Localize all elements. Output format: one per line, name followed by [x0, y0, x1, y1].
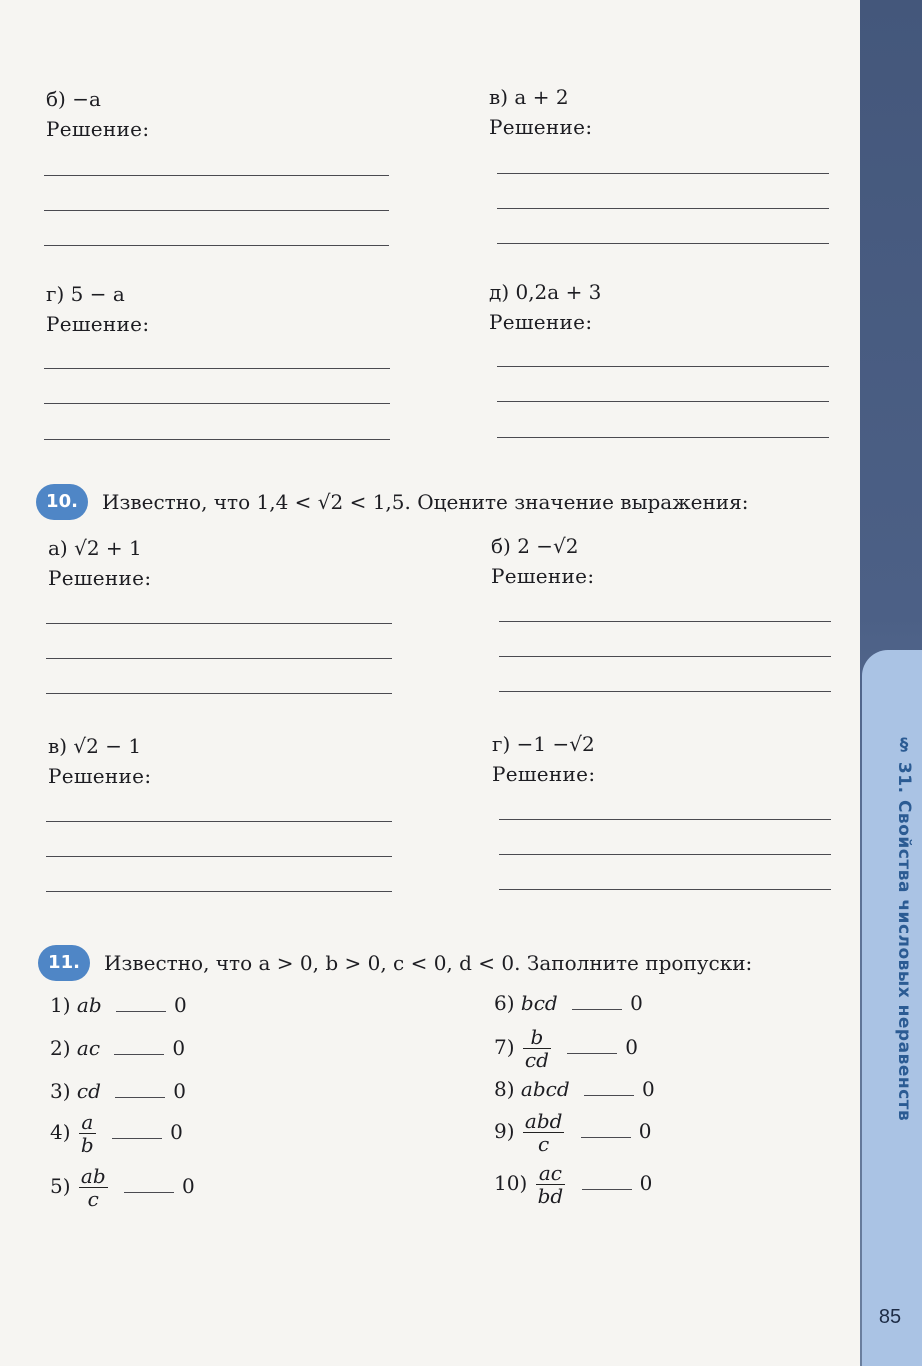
solution-label: Решение:	[492, 762, 596, 786]
answer-line[interactable]	[44, 439, 390, 440]
fill-blank[interactable]	[112, 1124, 162, 1139]
item-prefix: 8)	[494, 1077, 515, 1101]
item-label: д) 0,2a + 3	[489, 280, 602, 304]
task10-item-b	[491, 531, 594, 591]
answer-line[interactable]	[497, 173, 829, 174]
answer-line[interactable]	[499, 819, 831, 820]
denominator: c	[87, 1187, 99, 1211]
fill-item-9	[494, 1110, 652, 1155]
fill-item-6	[494, 991, 643, 1015]
zero: 0	[639, 1171, 653, 1195]
item-g-5-minus-a	[46, 279, 149, 339]
solution-label: Решение:	[489, 310, 593, 334]
task-10-text: Известно, что 1,4 < √2 < 1,5. Оцените значение выражения:	[102, 490, 749, 514]
zero: 0	[181, 1174, 195, 1198]
item-label: в) √2 − 1	[48, 734, 142, 758]
answer-line[interactable]	[44, 403, 390, 404]
fill-item-8	[494, 1077, 655, 1101]
item-label: г) −1 −√2	[492, 732, 595, 756]
item-prefix: 2)	[50, 1036, 71, 1060]
item-expr: abcd	[520, 1077, 570, 1101]
fill-item-1	[50, 993, 187, 1017]
item-label: а) √2 + 1	[48, 536, 142, 560]
fill-blank[interactable]	[582, 1175, 632, 1190]
answer-line[interactable]	[499, 854, 831, 855]
fraction	[79, 1111, 96, 1156]
fill-item-10	[494, 1162, 652, 1207]
answer-line[interactable]	[46, 623, 392, 624]
numerator: b	[523, 1026, 551, 1049]
item-prefix: 6)	[494, 991, 515, 1015]
answer-line[interactable]	[46, 693, 392, 694]
zero: 0	[625, 1035, 638, 1059]
denominator: bd	[537, 1184, 564, 1208]
answer-line[interactable]	[46, 891, 392, 892]
numerator: abd	[524, 1109, 563, 1133]
solution-label: Решение:	[48, 764, 152, 788]
item-b-neg-a	[46, 84, 149, 144]
answer-line[interactable]	[46, 658, 392, 659]
zero: 0	[172, 1036, 186, 1060]
fill-blank[interactable]	[584, 1081, 634, 1096]
fill-item-5	[50, 1165, 195, 1210]
task10-item-a	[48, 533, 151, 593]
solution-label: Решение:	[46, 312, 150, 336]
item-label: б) −a	[46, 87, 101, 111]
fill-blank[interactable]	[116, 997, 166, 1012]
item-expr: ab	[76, 993, 102, 1017]
task10-item-g	[492, 729, 595, 789]
item-label: в) a + 2	[489, 85, 569, 109]
answer-line[interactable]	[44, 210, 389, 211]
denominator: cd	[524, 1048, 549, 1072]
numerator: ab	[80, 1164, 106, 1188]
fill-blank[interactable]	[567, 1039, 617, 1054]
item-v-a-plus-2	[489, 82, 592, 142]
zero: 0	[170, 1120, 183, 1144]
item-expr: ac	[76, 1036, 101, 1060]
item-prefix: 9)	[494, 1119, 515, 1143]
item-prefix: 5)	[50, 1174, 71, 1198]
answer-line[interactable]	[497, 401, 829, 402]
answer-line[interactable]	[499, 889, 831, 890]
answer-line[interactable]	[497, 208, 829, 209]
answer-line[interactable]	[46, 856, 392, 857]
solution-label: Решение:	[489, 115, 593, 139]
fill-blank[interactable]	[572, 995, 622, 1010]
answer-line[interactable]	[499, 691, 831, 692]
task-10-badge: 10.	[36, 484, 88, 520]
fill-item-3	[50, 1079, 186, 1103]
answer-line[interactable]	[44, 245, 389, 246]
item-prefix: 4)	[50, 1120, 71, 1144]
numerator: ac	[536, 1162, 566, 1185]
task-11-text: Известно, что a > 0, b > 0, c < 0, d < 0. Заполните пропуски:	[104, 951, 753, 975]
fraction	[523, 1110, 565, 1155]
chapter-title: § 31. Свойства числовых неравенств	[894, 735, 914, 1122]
answer-line[interactable]	[497, 243, 829, 244]
answer-line[interactable]	[44, 175, 389, 176]
item-d-02a-plus-3	[489, 277, 601, 337]
item-expr: cd	[76, 1079, 101, 1103]
task10-item-v	[48, 731, 151, 791]
answer-line[interactable]	[497, 437, 829, 438]
item-expr: bcd	[520, 991, 558, 1015]
denominator: c	[538, 1132, 550, 1156]
zero: 0	[641, 1077, 655, 1101]
answer-line[interactable]	[44, 368, 390, 369]
answer-line[interactable]	[497, 366, 829, 367]
fill-item-4	[50, 1111, 183, 1156]
zero: 0	[173, 1079, 186, 1103]
fill-blank[interactable]	[124, 1178, 174, 1193]
numerator: a	[79, 1111, 96, 1134]
solution-label: Решение:	[491, 564, 595, 588]
solution-label: Решение:	[46, 117, 150, 141]
item-prefix: 3)	[50, 1079, 71, 1103]
fill-blank[interactable]	[581, 1123, 631, 1138]
task-11-badge: 11.	[38, 945, 90, 981]
zero: 0	[630, 991, 643, 1015]
item-label: г) 5 − a	[46, 282, 125, 306]
answer-line[interactable]	[46, 821, 392, 822]
fraction	[79, 1165, 108, 1210]
fraction	[523, 1026, 551, 1071]
solution-label: Решение:	[48, 566, 152, 590]
answer-line[interactable]	[499, 621, 831, 622]
answer-line[interactable]	[499, 656, 831, 657]
denominator: b	[80, 1133, 94, 1157]
page-number: 85	[878, 1306, 902, 1328]
fill-blank[interactable]	[115, 1083, 165, 1098]
item-prefix: 10)	[494, 1171, 528, 1195]
fill-blank[interactable]	[114, 1040, 164, 1055]
item-prefix: 1)	[50, 993, 71, 1017]
fill-item-2	[50, 1036, 185, 1060]
zero: 0	[638, 1119, 652, 1143]
item-prefix: 7)	[494, 1035, 515, 1059]
fraction	[536, 1162, 566, 1207]
fill-item-7	[494, 1026, 638, 1071]
item-label: б) 2 −√2	[491, 534, 579, 558]
zero: 0	[173, 993, 187, 1017]
